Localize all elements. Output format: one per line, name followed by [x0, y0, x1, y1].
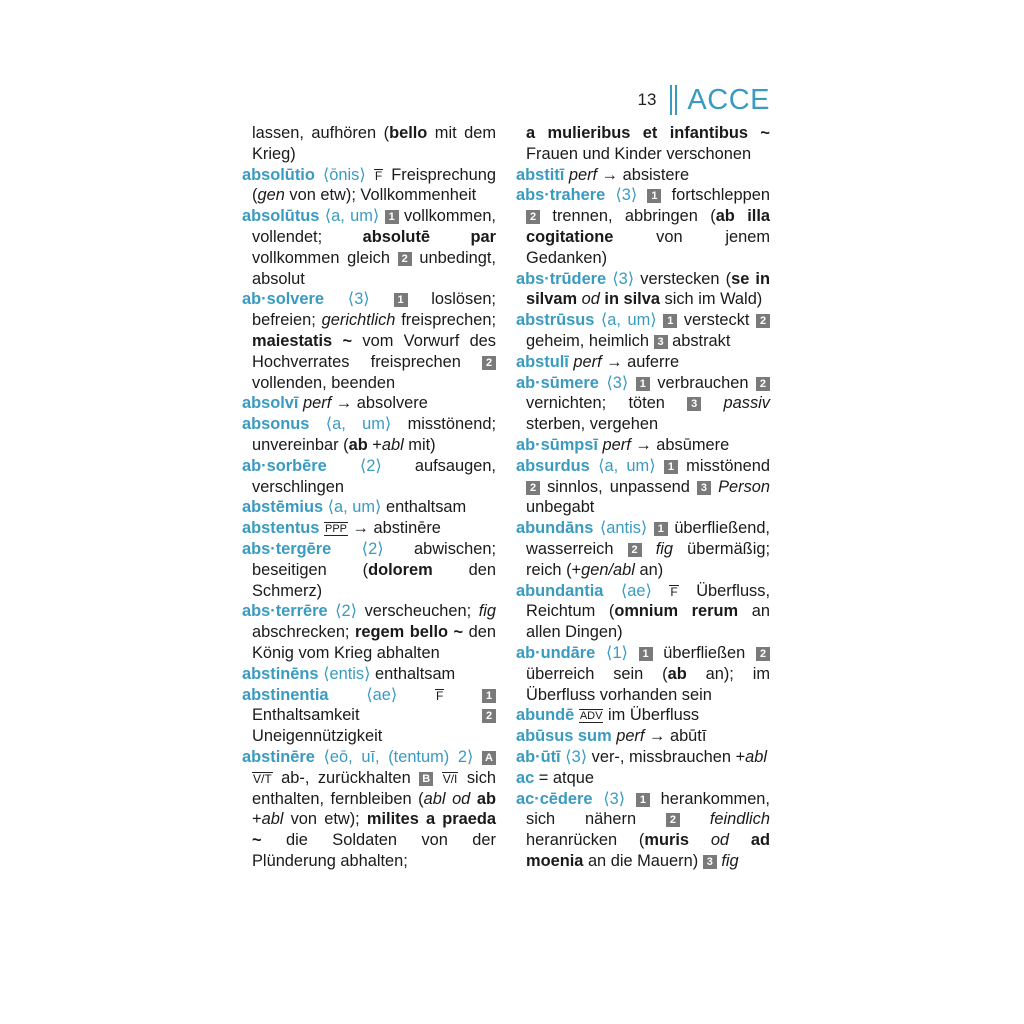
sense-number-badge: 2	[526, 210, 540, 224]
entry-text: abschrecken;	[252, 623, 356, 642]
sense-number-badge: 2	[398, 252, 412, 266]
sense-number-badge: 1	[394, 293, 408, 307]
entry-text: vom Vorwurf des Hochverrates freisprechen	[252, 331, 496, 371]
grammar-info: ⟨3⟩	[605, 186, 638, 205]
headword: absonus	[242, 415, 310, 434]
entry-continuation	[242, 123, 496, 165]
dictionary-entry	[516, 726, 770, 747]
italic-label: abl	[381, 435, 404, 454]
entry-text: enthaltsam	[381, 498, 467, 517]
headword: abundantia	[516, 581, 604, 600]
dictionary-entry	[516, 185, 770, 268]
sense-number-badge: 3	[697, 481, 711, 495]
sense-number-badge: 3	[687, 397, 701, 411]
dictionary-entry	[516, 747, 770, 768]
sense-number-badge: 2	[666, 813, 680, 827]
bold-phrase: ab illa cogitatione	[526, 207, 770, 246]
italic-label: gen/abl	[581, 560, 635, 579]
italic-label: perf	[602, 435, 631, 454]
headword: abstinēns	[242, 664, 319, 683]
bold-phrase: a mulieribus et infantibus ~	[526, 124, 770, 142]
dictionary-entry	[516, 581, 770, 643]
entry-text: freisprechen;	[395, 311, 496, 330]
sense-number-badge: A	[482, 751, 496, 765]
headword: ab·sūmere	[516, 373, 599, 392]
dictionary-entry	[516, 373, 770, 435]
grammar-info: ⟨ae⟩	[603, 581, 652, 600]
entry-text: den Schmerz)	[252, 560, 496, 600]
entry-text: → auferre	[601, 352, 680, 371]
sense-number-badge: 1	[639, 647, 653, 661]
grammar-info: ⟨3⟩	[606, 269, 635, 288]
italic-label: abl od	[423, 789, 471, 808]
headword: abstitī	[516, 165, 565, 184]
left-column	[242, 123, 496, 872]
italic-label: od	[710, 831, 730, 850]
entry-text	[701, 394, 723, 412]
dictionary-entry	[242, 747, 496, 872]
dictionary-entry	[242, 518, 496, 539]
dictionary-entry	[242, 289, 496, 393]
grammar-info: ⟨a, um⟩	[594, 311, 657, 330]
gender-label: F	[374, 168, 383, 183]
entry-text: im Überfluss	[603, 706, 700, 725]
entry-text	[628, 644, 639, 662]
bold-phrase: milites a praeda ~	[252, 810, 497, 850]
entry-text: abstrakt	[667, 331, 731, 350]
entry-text	[433, 769, 441, 787]
page-number: 13	[637, 90, 657, 109]
dictionary-entry	[516, 456, 770, 518]
bold-phrase: absolutē par	[362, 227, 496, 246]
italic-label: abl	[261, 810, 284, 829]
entry-text: trennen, abbringen (	[540, 207, 716, 226]
entry-text: übermäßig; reich (+	[526, 539, 771, 579]
entry-text: verbrauchen	[649, 373, 756, 392]
entry-text: sterben, vergehen	[526, 415, 659, 434]
entry-text: sich im Wald)	[659, 290, 763, 309]
page-header	[600, 82, 770, 118]
headword: abstrūsus	[516, 311, 595, 330]
grammar-info: ⟨2⟩	[327, 602, 358, 621]
headword: abstinēre	[242, 747, 315, 766]
entry-text: sinnlos, unpassend	[540, 477, 697, 496]
entry-text: lassen, aufhören (	[252, 124, 390, 142]
dictionary-entry	[516, 643, 770, 705]
entry-text: versteckt	[677, 311, 757, 330]
entry-text	[366, 166, 374, 184]
dictionary-entry	[242, 539, 496, 601]
italic-label: passiv	[723, 394, 770, 413]
dictionary-entry	[242, 497, 496, 518]
headword: absolūtus	[242, 207, 320, 226]
entry-text	[444, 686, 482, 704]
dictionary-entry	[242, 206, 496, 289]
sense-number-badge: 2	[628, 543, 642, 557]
entry-text: vollenden, beenden	[252, 373, 396, 392]
bold-phrase: se in silvam	[526, 269, 770, 309]
entry-text: Frauen und Kinder verschonen	[526, 144, 752, 163]
gender-label: F	[670, 584, 678, 599]
grammar-info: ⟨3⟩	[324, 290, 370, 309]
entry-text: unbegabt	[526, 498, 595, 517]
sense-number-badge: 2	[756, 377, 770, 391]
grammar-info: ⟨entis⟩	[318, 664, 371, 683]
sense-number-badge: 1	[482, 689, 496, 703]
entry-text: = atque	[534, 768, 594, 787]
bold-phrase: dolorem	[368, 560, 433, 579]
entry-text: → abstinēre	[348, 519, 441, 538]
word-class-label: PPP	[324, 523, 347, 536]
entry-text: misstönend	[677, 456, 770, 475]
entry-text: die Soldaten von der Plünderung abhalten;	[252, 831, 496, 870]
gender-label: V/I	[442, 771, 458, 786]
dictionary-entry	[516, 789, 770, 872]
entry-text: → absūmere	[630, 435, 730, 454]
entry-text: Überfluss, Reichtum (	[526, 581, 771, 621]
entry-text: an)	[634, 560, 664, 579]
entry-text: überfließend, wasserreich	[526, 519, 770, 558]
bold-phrase: ad moenia	[526, 831, 770, 870]
entry-text	[397, 686, 435, 704]
entry-text: vollkommen, vollendet;	[252, 207, 496, 246]
grammar-info: ⟨ōnis⟩	[314, 165, 366, 184]
entry-text: überfließen	[652, 643, 756, 662]
headword: absolūtio	[242, 165, 315, 184]
sense-number-badge: 3	[703, 855, 717, 869]
headword: ac	[516, 768, 535, 787]
entry-text: von etw);	[283, 810, 367, 829]
entry-text	[642, 540, 656, 558]
header-divider	[675, 85, 677, 115]
entry-text: ab-, zurückhalten	[272, 768, 420, 787]
entry-text	[729, 831, 751, 849]
entry-text: heranrücken (	[526, 831, 645, 850]
sense-number-badge: 2	[482, 356, 496, 370]
headword: abstinentia	[242, 685, 329, 704]
grammar-info: ⟨a, um⟩	[589, 456, 656, 475]
entry-text: von jenem Gedanken)	[526, 227, 770, 267]
entry-text: sich enthalten, fernbleiben (	[252, 768, 497, 808]
guide-word: ACCE	[687, 83, 770, 116]
headword: abundē	[516, 706, 575, 725]
dictionary-entry	[516, 269, 770, 311]
headword: abs·trahere	[516, 186, 606, 205]
dictionary-entry	[242, 414, 496, 456]
headword: ab·sūmpsī	[516, 435, 598, 454]
entry-text	[680, 810, 710, 828]
headword: abs·tergēre	[242, 539, 332, 558]
dictionary-entry	[516, 768, 770, 789]
entry-text: an allen Dingen)	[526, 602, 770, 642]
sense-number-badge: 1	[664, 460, 678, 474]
header-divider	[670, 85, 672, 115]
bold-phrase: omnium rerum	[614, 602, 739, 621]
entry-text: den König vom Krieg abhalten	[252, 623, 497, 662]
dictionary-entry	[516, 518, 770, 580]
grammar-info: ⟨2⟩	[326, 456, 382, 475]
italic-label: Person	[718, 477, 770, 496]
entry-text: → absistere	[597, 165, 690, 184]
entry-continuation	[516, 123, 770, 165]
entry-text: misstönend; unvereinbar (	[252, 415, 496, 454]
entry-text	[637, 186, 647, 204]
entry-text: Freisprechung (	[252, 165, 496, 205]
entry-text: verstecken (	[634, 269, 732, 288]
dictionary-entry	[242, 393, 496, 414]
italic-label: abl	[745, 747, 768, 766]
sense-number-badge: 1	[636, 377, 650, 391]
sense-number-badge: 1	[647, 189, 661, 203]
dictionary-entry	[242, 664, 496, 685]
entry-text	[711, 478, 718, 496]
entry-text: +	[367, 435, 382, 454]
dictionary-entry	[516, 705, 770, 726]
italic-label: fig	[721, 851, 739, 870]
entry-text: an); im Überfluss vorhanden sein	[526, 664, 770, 704]
entry-text	[657, 311, 664, 329]
word-class-label: ADV	[579, 710, 603, 723]
italic-label: perf	[616, 727, 645, 746]
sense-number-badge: 2	[526, 481, 540, 495]
right-column	[516, 123, 770, 872]
dictionary-entry	[242, 685, 496, 747]
dictionary-entry	[242, 165, 496, 207]
entry-text: von etw); Vollkommenheit	[284, 186, 477, 205]
entry-text	[689, 831, 711, 849]
italic-label: gerichtlich	[321, 311, 396, 330]
headword: abundāns	[516, 519, 594, 538]
italic-label: perf	[303, 394, 332, 413]
grammar-info: ⟨a, um⟩	[319, 207, 380, 226]
grammar-info: ⟨2⟩	[331, 539, 384, 558]
sense-number-badge: 1	[636, 793, 650, 807]
grammar-info: ⟨a, um⟩	[309, 415, 392, 434]
sense-number-badge: 1	[663, 314, 677, 328]
sense-number-badge: 1	[385, 210, 399, 224]
sense-number-badge: B	[419, 772, 433, 786]
headword: ab·sorbēre	[242, 456, 327, 475]
sense-number-badge: 2	[756, 647, 770, 661]
headword: absolvī	[242, 394, 299, 413]
headword: abstulī	[516, 352, 569, 371]
bold-phrase: ab	[476, 789, 496, 808]
italic-label: fig	[655, 539, 673, 558]
bold-phrase: maiestatis ~	[252, 331, 353, 350]
entry-text	[656, 457, 664, 475]
grammar-info: ⟨antis⟩	[593, 519, 648, 538]
entry-text: mit)	[403, 435, 436, 454]
italic-label: gen	[257, 186, 285, 205]
sense-number-badge: 3	[654, 335, 668, 349]
entry-text: überreich sein (	[526, 664, 668, 683]
sense-number-badge: 2	[482, 709, 496, 723]
dictionary-entry	[516, 352, 770, 373]
grammar-info: ⟨ae⟩	[328, 685, 398, 704]
entry-text: loslösen; befreien;	[252, 290, 496, 330]
bold-phrase: in silva	[604, 290, 660, 309]
headword: ab·undāre	[516, 643, 596, 662]
entry-text	[628, 374, 636, 392]
dictionary-entry	[516, 310, 770, 352]
headword: abstentus	[242, 519, 320, 538]
headword: ab·solvere	[242, 290, 324, 309]
italic-label: perf	[573, 352, 602, 371]
bold-phrase: ab	[667, 664, 687, 683]
grammar-info: ⟨3⟩	[560, 747, 588, 766]
bold-phrase: bello	[389, 124, 428, 142]
grammar-info: ⟨a, um⟩	[323, 498, 382, 517]
entry-text: herankommen, sich nähern	[526, 789, 770, 829]
italic-label: perf	[568, 165, 598, 184]
dictionary-entry	[242, 601, 496, 663]
entry-text: geheim, heimlich	[526, 331, 654, 350]
italic-label: od	[581, 290, 600, 309]
grammar-info: ⟨eō, uī, (tentum) 2⟩	[314, 747, 474, 766]
entry-text	[625, 790, 636, 808]
grammar-info: ⟨1⟩	[595, 643, 628, 662]
headword: abs·trūdere	[516, 269, 607, 288]
entry-text: an die Mauern)	[583, 851, 703, 870]
entry-text: verscheuchen;	[357, 602, 479, 621]
grammar-info: ⟨3⟩	[598, 373, 629, 392]
entry-text: aufsaugen, verschlingen	[252, 456, 496, 496]
entry-text: unbedingt, absolut	[252, 248, 496, 288]
headword: ab·ūtī	[516, 747, 561, 766]
dictionary-entry	[516, 435, 770, 456]
entry-text: Uneigennützigkeit	[252, 727, 383, 746]
grammar-info: ⟨3⟩	[592, 789, 626, 808]
headword: ac·cēdere	[516, 789, 593, 808]
bold-phrase: regem bello ~	[355, 623, 464, 642]
entry-text: mit dem Krieg)	[252, 124, 496, 163]
dictionary-entry	[516, 165, 770, 186]
entry-text: ver-, missbrauchen +	[587, 747, 746, 766]
entry-text: vernichten; töten	[526, 394, 688, 413]
gender-label: F	[435, 688, 444, 703]
entry-text: +	[252, 810, 262, 829]
headword: absurdus	[516, 456, 590, 475]
entry-text	[370, 290, 394, 308]
gender-label: V/T	[253, 771, 272, 786]
sense-number-badge: 2	[756, 314, 770, 328]
entry-text: enthaltsam	[370, 664, 456, 683]
entry-text: → absolvere	[331, 394, 428, 413]
bold-phrase: ab	[348, 435, 368, 454]
sense-number-badge: 1	[654, 522, 668, 536]
entry-text: vollkommen gleich	[252, 248, 398, 267]
entry-text: → abūtī	[644, 727, 707, 746]
entry-text	[652, 582, 669, 600]
italic-label: fig	[478, 602, 496, 621]
headword: abūsus sum	[516, 727, 612, 746]
entry-text: Enthaltsamkeit	[252, 706, 482, 725]
dictionary-entry	[242, 456, 496, 498]
headword: abstēmius	[242, 498, 324, 517]
headword: abs·terrēre	[242, 602, 328, 621]
entry-text: abwischen; beseitigen (	[252, 539, 496, 579]
entry-text	[473, 748, 482, 766]
entry-text: fortschleppen	[661, 186, 771, 205]
bold-phrase: muris	[644, 831, 690, 850]
italic-label: feindlich	[709, 810, 770, 829]
